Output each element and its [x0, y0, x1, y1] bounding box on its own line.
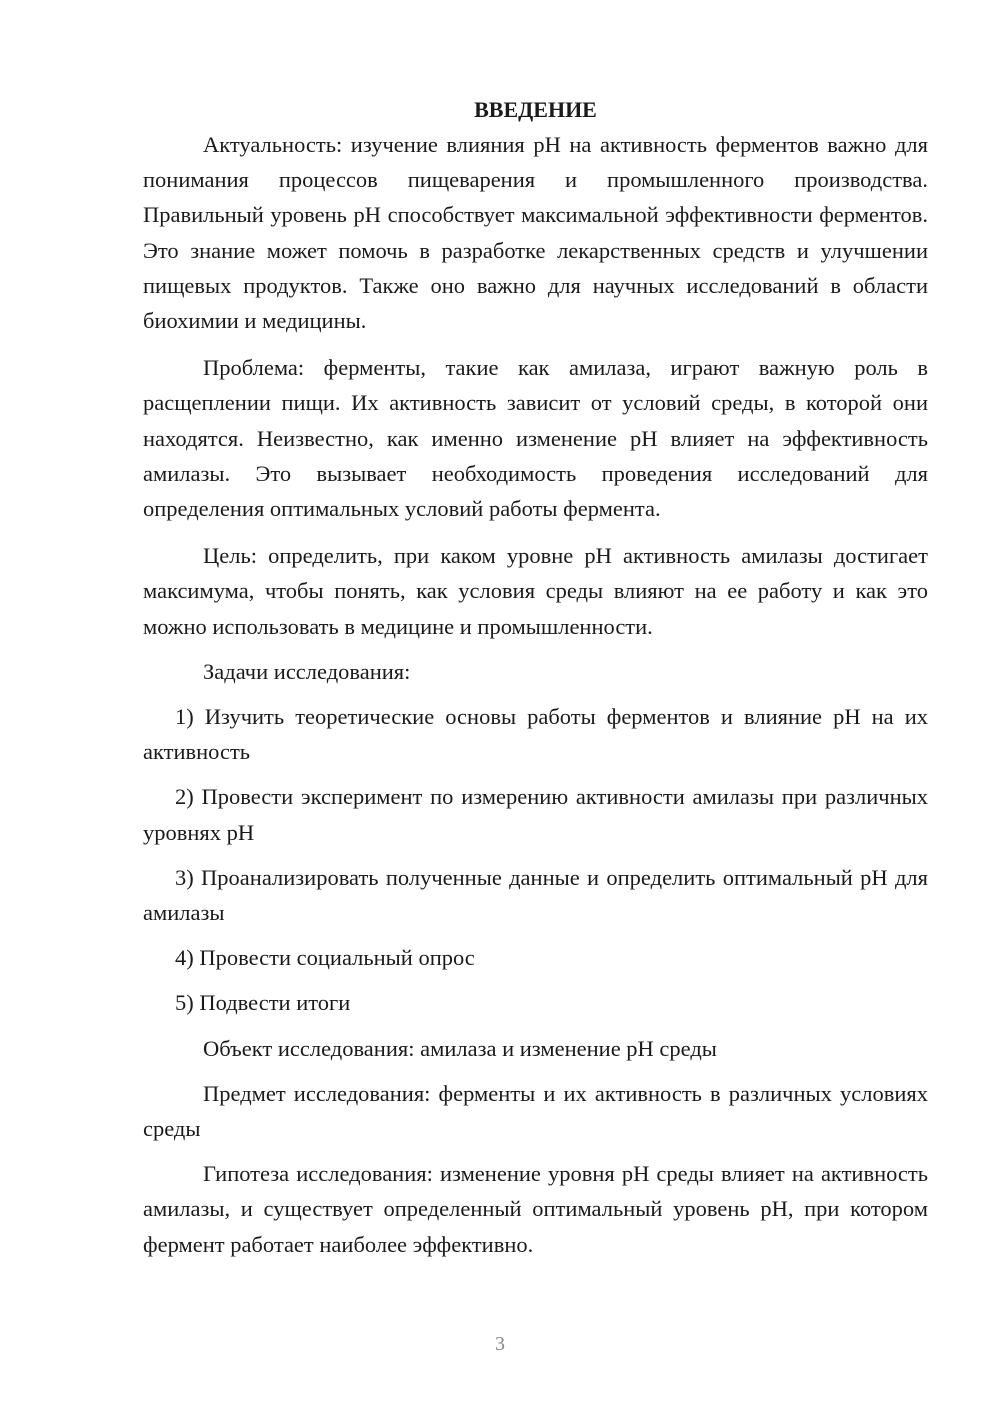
paragraph-relevance: Актуальность: изучение влияния pH на активность ферментов важно для понимания процессов пищеварения и промышленного производства. Правильный уровень pH способствует максимальной эффективности ферментов. Это знание может помочь в разработке лекарственных средств и улучшении пищевых продуктов. Также оно важно для научных исследований в области биохимии и медицины. — [143, 132, 928, 334]
paragraph-hypothesis: Гипотеза исследования: изменение уровня pH среды влияет на активность амилазы, и существует определенный оптимальный уровень pH, при котором фермент работает наиболее эффективно. — [143, 1161, 928, 1257]
tasks-heading: Задачи исследования: — [203, 658, 411, 684]
paragraph-goal: Цель: определить, при каком уровне pH активность амилазы достигает максимума, чтобы понять, как условия среды влияют на ее работу и как это можно использовать в медицине и промышленности. — [143, 543, 928, 639]
task-item: 5) Подвести итоги — [175, 990, 351, 1016]
page-body — [143, 92, 928, 1262]
page-number: 3 — [495, 1333, 505, 1355]
task-item: 2) Провести эксперимент по измерению активности амилазы при различных уровнях pH — [143, 784, 928, 845]
task-item: 4) Провести социальный опрос — [175, 945, 475, 971]
paragraph-subject: Предмет исследования: ферменты и их активность в различных условиях среды — [143, 1080, 928, 1142]
task-item: 3) Проанализировать полученные данные и определить оптимальный pH для амилазы — [143, 864, 928, 926]
task-item: 1) Изучить теоретические основы работы ферментов и влияние pH на их активность — [143, 704, 928, 765]
paragraph-object: Объект исследования: амилаза и изменение pH среды — [203, 1035, 717, 1061]
paragraph-problem: Проблема: ферменты, такие как амилаза, играют важную роль в расщеплении пищи. Их активность зависит от условий среды, в которой они находятся. Неизвестно, как именно изменение pH влияет на эффективность амилазы. Это вызывает необходимость проведения исследований для определения оптимальных условий работы фермента. — [143, 355, 928, 522]
page-title: ВВЕДЕНИЕ — [474, 97, 597, 122]
